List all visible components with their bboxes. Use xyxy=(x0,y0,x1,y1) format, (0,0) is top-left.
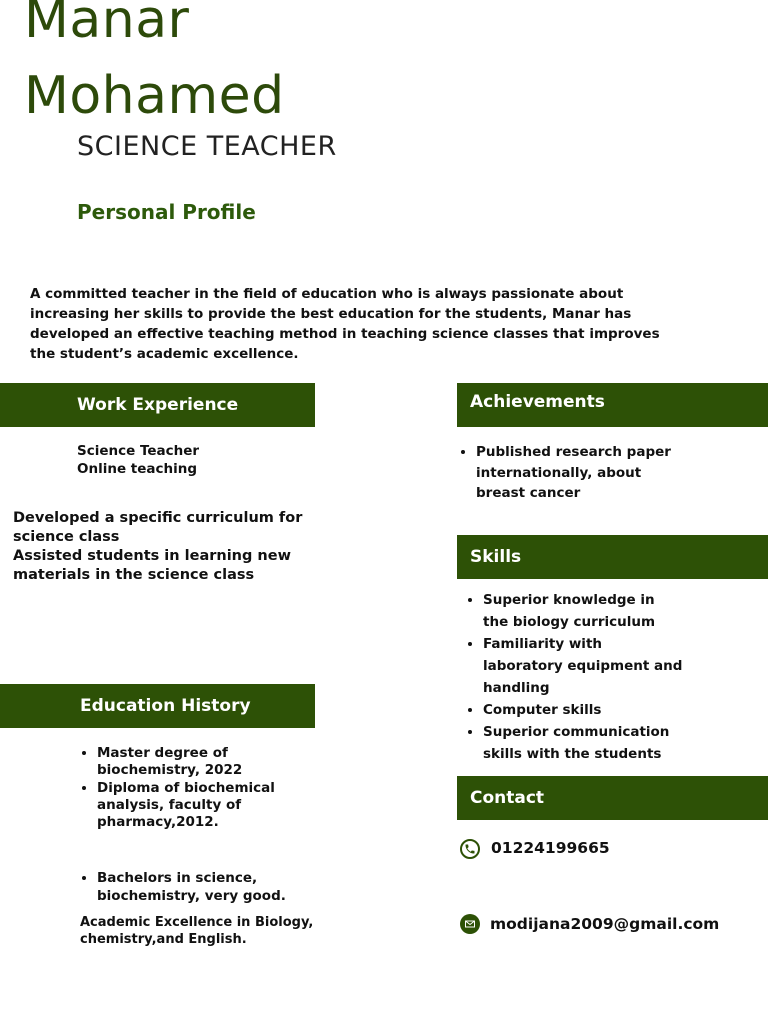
first-name: Manar xyxy=(24,0,190,50)
skill-item: • Superior communication skills with the students xyxy=(483,721,683,765)
skill-item: • Superior knowledge in the biology curriculum xyxy=(483,589,683,633)
job-duty: Developed a specific curriculum for science class xyxy=(13,510,303,545)
skills-heading: Skills xyxy=(470,547,522,567)
education-header xyxy=(0,684,315,728)
profile-heading: Personal Profile xyxy=(77,200,256,224)
contact-heading: Contact xyxy=(470,788,545,808)
last-name: Mohamed xyxy=(24,66,285,126)
mail-icon xyxy=(460,914,480,934)
skill-item: • Familiarity with laboratory equipment and handling xyxy=(483,633,683,699)
achievements-list xyxy=(456,442,686,504)
skills-header xyxy=(457,535,768,579)
job-duties xyxy=(13,509,353,585)
education-item: • Diploma of biochemical analysis, faculty of pharmacy,2012. xyxy=(97,780,332,831)
job-title: SCIENCE TEACHER xyxy=(77,131,337,162)
phone-number[interactable]: 01224199665 xyxy=(491,839,610,857)
work-experience-heading: Work Experience xyxy=(77,395,239,415)
education-item: • Bachelors in science, biochemistry, very good. xyxy=(97,869,342,905)
job-mode: Online teaching xyxy=(77,461,198,477)
education-list xyxy=(77,745,332,832)
phone-icon xyxy=(460,839,480,859)
skills-list xyxy=(463,589,683,765)
email-address[interactable]: modijana2009@gmail.com xyxy=(490,915,720,933)
contact-header xyxy=(457,776,768,820)
achievement-item: • Published research paper internationally, about breast cancer xyxy=(476,442,686,504)
achievements-heading: Achievements xyxy=(470,392,605,412)
job-details xyxy=(77,442,199,478)
job-role: Science Teacher xyxy=(77,443,200,459)
work-experience-header xyxy=(0,383,315,427)
achievements-header xyxy=(457,383,768,427)
academic-excellence: Academic Excellence in Biology, chemistry,and English. xyxy=(80,915,314,947)
profile-summary: A committed teacher in the field of education who is always passionate about increasing her skills to provide the best education for the students, Manar has developed an effective teaching method in teaching science classes that improves the student’s academic excellence. xyxy=(30,286,660,362)
education-list-secondary xyxy=(77,869,342,905)
skill-item: • Computer skills xyxy=(483,699,683,721)
education-item: • Master degree of biochemistry, 2022 xyxy=(97,745,332,779)
job-duty: Assisted students in learning new materials in the science class xyxy=(13,548,291,583)
education-heading: Education History xyxy=(80,696,251,716)
